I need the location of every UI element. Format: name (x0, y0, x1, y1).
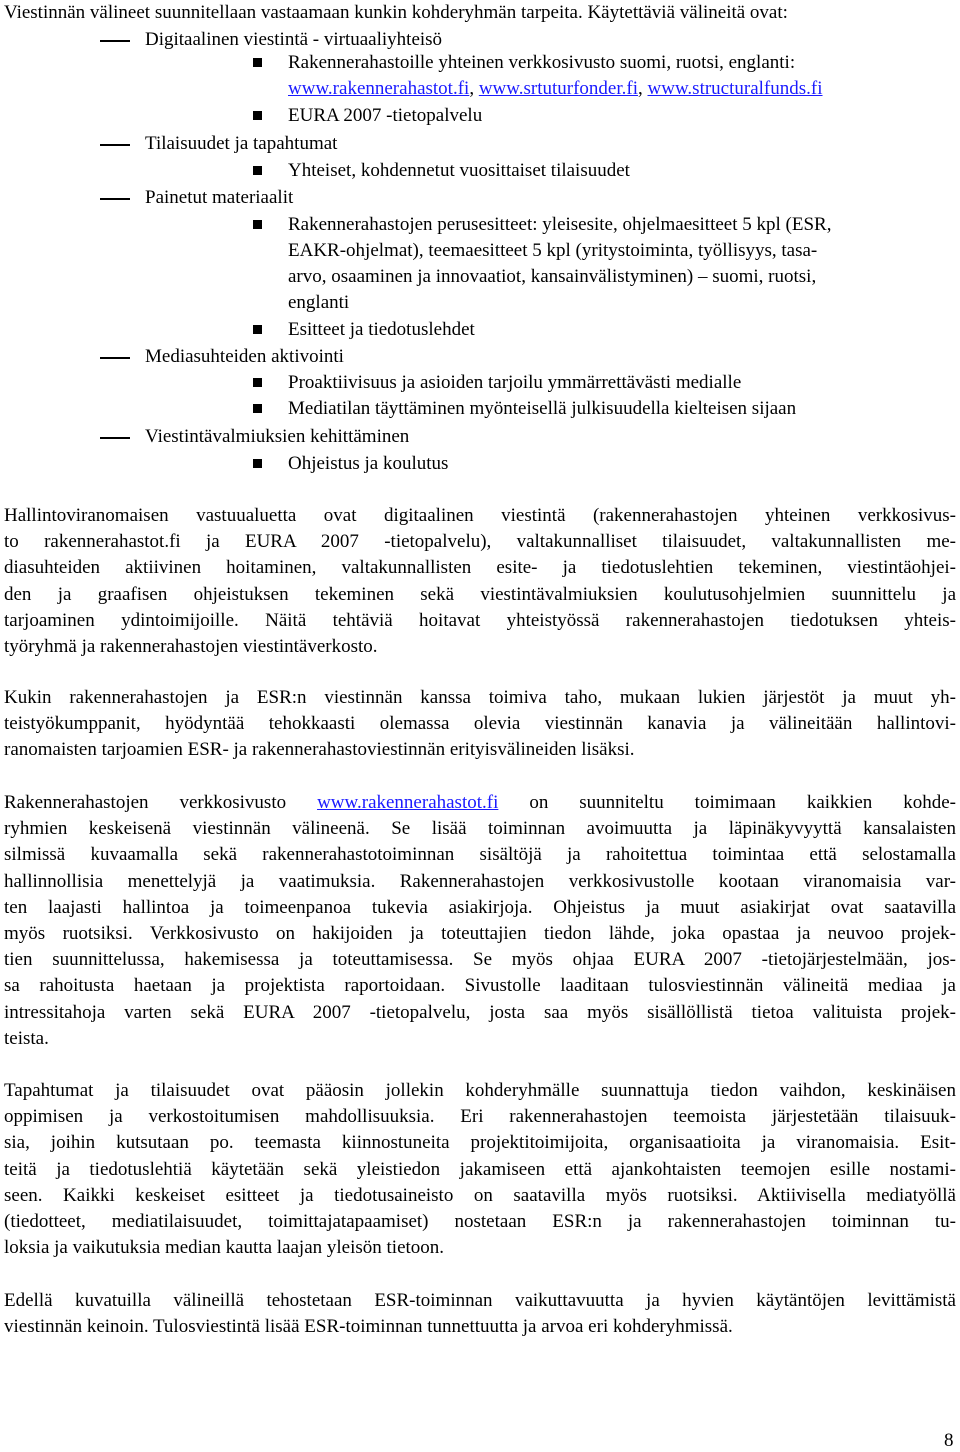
para-line: loksia ja vaikutuksia median kautta laajan yleisön tietoon. (4, 1237, 445, 1259)
para-line: teitä ja tiedotuslehtiä käytetään sekä yleistiedon jakamiseen että ajankohtaisten teemojen esille nostami- (4, 1158, 956, 1180)
para-line (4, 790, 956, 816)
tool-item-events: Yhteiset, kohdennetut vuosittaiset tilaisuudet (288, 160, 630, 181)
para-line: sa rahoitusta haetaan ja projektista raportoidaan. Sivustolle laaditaan tulosviestinnän välineitä mediaa ja (4, 975, 956, 997)
tool-item-eura: EURA 2007 -tietopalvelu (288, 105, 483, 126)
tool-heading-printed: Painetut materiaalit (145, 187, 294, 208)
para-line: seen. Kaikki keskeiset esitteet ja tiedotusaineisto on saatavilla myös ruotsiksi. Aktiivisella mediatyöllä (4, 1184, 956, 1206)
bullet-marker (253, 325, 262, 334)
tool-item-training: Ohjeistus ja koulutus (288, 453, 449, 474)
para-line: den ja graafisen ohjeistuksen tekeminen sekä viestintävalmiuksien koulutusohjelmien suunnittelu ja (4, 583, 956, 605)
bullet-marker (253, 378, 262, 387)
bullet-marker (253, 166, 262, 175)
bullet-marker (253, 220, 262, 229)
para-line: to rakennerahastot.fi ja EURA 2007 -tietopalvelu), valtakunnalliset tilaisuudet, valtakunnallisten me- (4, 531, 956, 553)
paragraph-summary (4, 1288, 956, 1340)
para-text: Rakennerahastojen verkkosivusto (4, 792, 318, 813)
paragraph-website (4, 790, 956, 1052)
tool-item-newsletters: Esitteet ja tiedotuslehdet (288, 319, 475, 340)
intro-line: Viestinnän välineet suunnitellaan vastaamaan kunkin kohderyhmän tarpeita. Käytettäviä välineitä ovat: (4, 2, 788, 23)
link-rakennerahastot-inline[interactable]: www.rakennerahastot.fi (317, 792, 499, 813)
para-line: intressitahoja varten sekä EURA 2007 -tietopalvelu, josta saa myös sisällöllistä tietoa valituista projek- (4, 1001, 956, 1023)
para-text: on suunniteltu toimimaan kaikkien kohde- (498, 792, 957, 813)
tool-heading-digital: Digitaalinen viestintä - virtuaaliyhteisö (145, 29, 443, 50)
para-line: työryhmä ja rakennerahastojen viestintäverkosto. (4, 636, 378, 658)
bullet-marker (253, 111, 262, 120)
paragraph-partners (4, 685, 956, 764)
tool-heading-media: Mediasuhteiden aktivointi (145, 346, 344, 367)
para-line: Hallintoviranomaisen vastuualuetta ovat digitaalinen viestintä (rakennerahastojen yhteinen verkkosivus- (4, 505, 956, 526)
para-line: ryhmien keskeisenä viestinnän välineenä. Se lisää toiminnan avoimuutta ja läpinäkyvyyttä kansalaisten (4, 818, 956, 840)
para-line: oppimisen ja verkostoitumisen mahdollisuuksia. Eri rakennerahastojen teemoista järjestetään tilaisuuk- (4, 1106, 956, 1128)
para-line: Kukin rakennerahastojen ja ESR:n viestinnän kanssa toimiva taho, mukaan lukien järjestöt ja muut yh- (4, 687, 956, 708)
tool-heading-events: Tilaisuudet ja tapahtumat (145, 133, 338, 154)
bullet-marker (253, 58, 262, 67)
para-line: diasuhteiden aktiivinen hoitaminen, valtakunnallisten esite- ja tiedotuslehtien tekeminen, viestintäohjei- (4, 557, 956, 579)
tool-item-brochures-line1: Rakennerahastojen perusesitteet: yleisesite, ohjelmaesitteet 5 kpl (ESR, (288, 214, 832, 235)
para-line: myös ruotsiksi. Verkkosivusto on hakijoiden ja toteuttajien tiedon lähde, joka opastaa ja neuvoo projek- (4, 923, 956, 945)
link-structuralfunds[interactable]: www.structuralfunds.fi (647, 78, 823, 99)
tool-item-brochures-line2: EAKR-ohjelmat), teemaesitteet 5 kpl (yritystoiminta, työllisyys, tasa- (288, 240, 818, 261)
tool-item-brochures-line3: arvo, osaaminen ja innovaatiot, kansainvälistyminen) – suomi, ruotsi, (288, 266, 817, 287)
para-line: sia, joihin kutsutaan po. teemasta kiinnostuneita projektitoimijoita, organisaatioita ja viranomaisia. Esit- (4, 1132, 956, 1154)
para-line: (tiedotteet, mediatilaisuudet, toimittajatapaamiset) nostetaan ESR:n ja rakennerahastojen toiminnan tu- (4, 1211, 956, 1233)
paragraph-managing-authority (4, 503, 956, 660)
para-line: tien suunnittelussa, hakemisessa ja toteuttamisessa. Se myös ohjaa EURA 2007 -tietojärjestelmään, jos- (4, 949, 956, 971)
bullet-marker (253, 459, 262, 468)
link-srtuturfonder[interactable]: www.srtuturfonder.fi (478, 78, 638, 99)
paragraph-events (4, 1078, 956, 1261)
link-separator: , (638, 78, 648, 99)
para-line: hallinnollisia menettelyjä ja vaatimuksia. Rakennerahastojen verkkosivustolle kootaan viranomaisia var- (4, 870, 956, 892)
para-line: ranomaisten tarjoamien ESR- ja rakennerahastoviestinnän erityisvälineiden lisäksi. (4, 739, 635, 761)
website-links (288, 76, 823, 102)
tool-heading-skills: Viestintävalmiuksien kehittäminen (145, 426, 410, 447)
link-rakennerahastot[interactable]: www.rakennerahastot.fi (288, 78, 470, 99)
para-line: viestinnän keinoin. Tulosviestintä lisää ESR-toiminnan tunnettuutta ja arvoa eri kohderyhmissä. (4, 1316, 733, 1338)
para-line: Tapahtumat ja tilaisuudet ovat pääosin jollekin kohderyhmälle suunnattuja tiedon vaihdon, keskinäisen (4, 1080, 956, 1101)
page-number: 8 (944, 1430, 954, 1451)
para-line: teistyökumppanit, hyödyntää tehokkaasti olemassa olevia viestinnän kanavia ja välineitään hallintovi- (4, 713, 956, 735)
para-line: teista. (4, 1027, 49, 1049)
tool-item-website: Rakennerahastoille yhteinen verkkosivusto suomi, ruotsi, englanti: (288, 52, 796, 73)
tool-item-brochures-line4: englanti (288, 292, 350, 313)
para-line: ten laajasti hallintoa ja toimeenpanoa tukevia asiakirjoja. Ohjeistus ja muut asiakirjat ovat saatavilla (4, 896, 956, 918)
link-separator: , (469, 78, 479, 99)
para-line: tarjoaminen ydintoimijoille. Näitä tehtäviä hoitavat yhteistyössä rakennerahastojen tiedotuksen yhteis- (4, 609, 956, 631)
para-line: silmissä kuvaamalla sekä rakennerahastotoiminnan sisältöjä ja rahoitettua toimintaa että selostamalla (4, 844, 956, 866)
tool-item-proactive: Proaktiivisuus ja asioiden tarjoilu ymmärrettävästi medialle (288, 372, 742, 393)
tool-item-media-space: Mediatilan täyttäminen myönteisellä julkisuudella kielteisen sijaan (288, 398, 797, 419)
bullet-marker (253, 404, 262, 413)
para-line: Edellä kuvatuilla välineillä tehostetaan ESR-toiminnan vaikuttavuutta ja hyvien käytäntöjen levittämistä (4, 1290, 956, 1311)
